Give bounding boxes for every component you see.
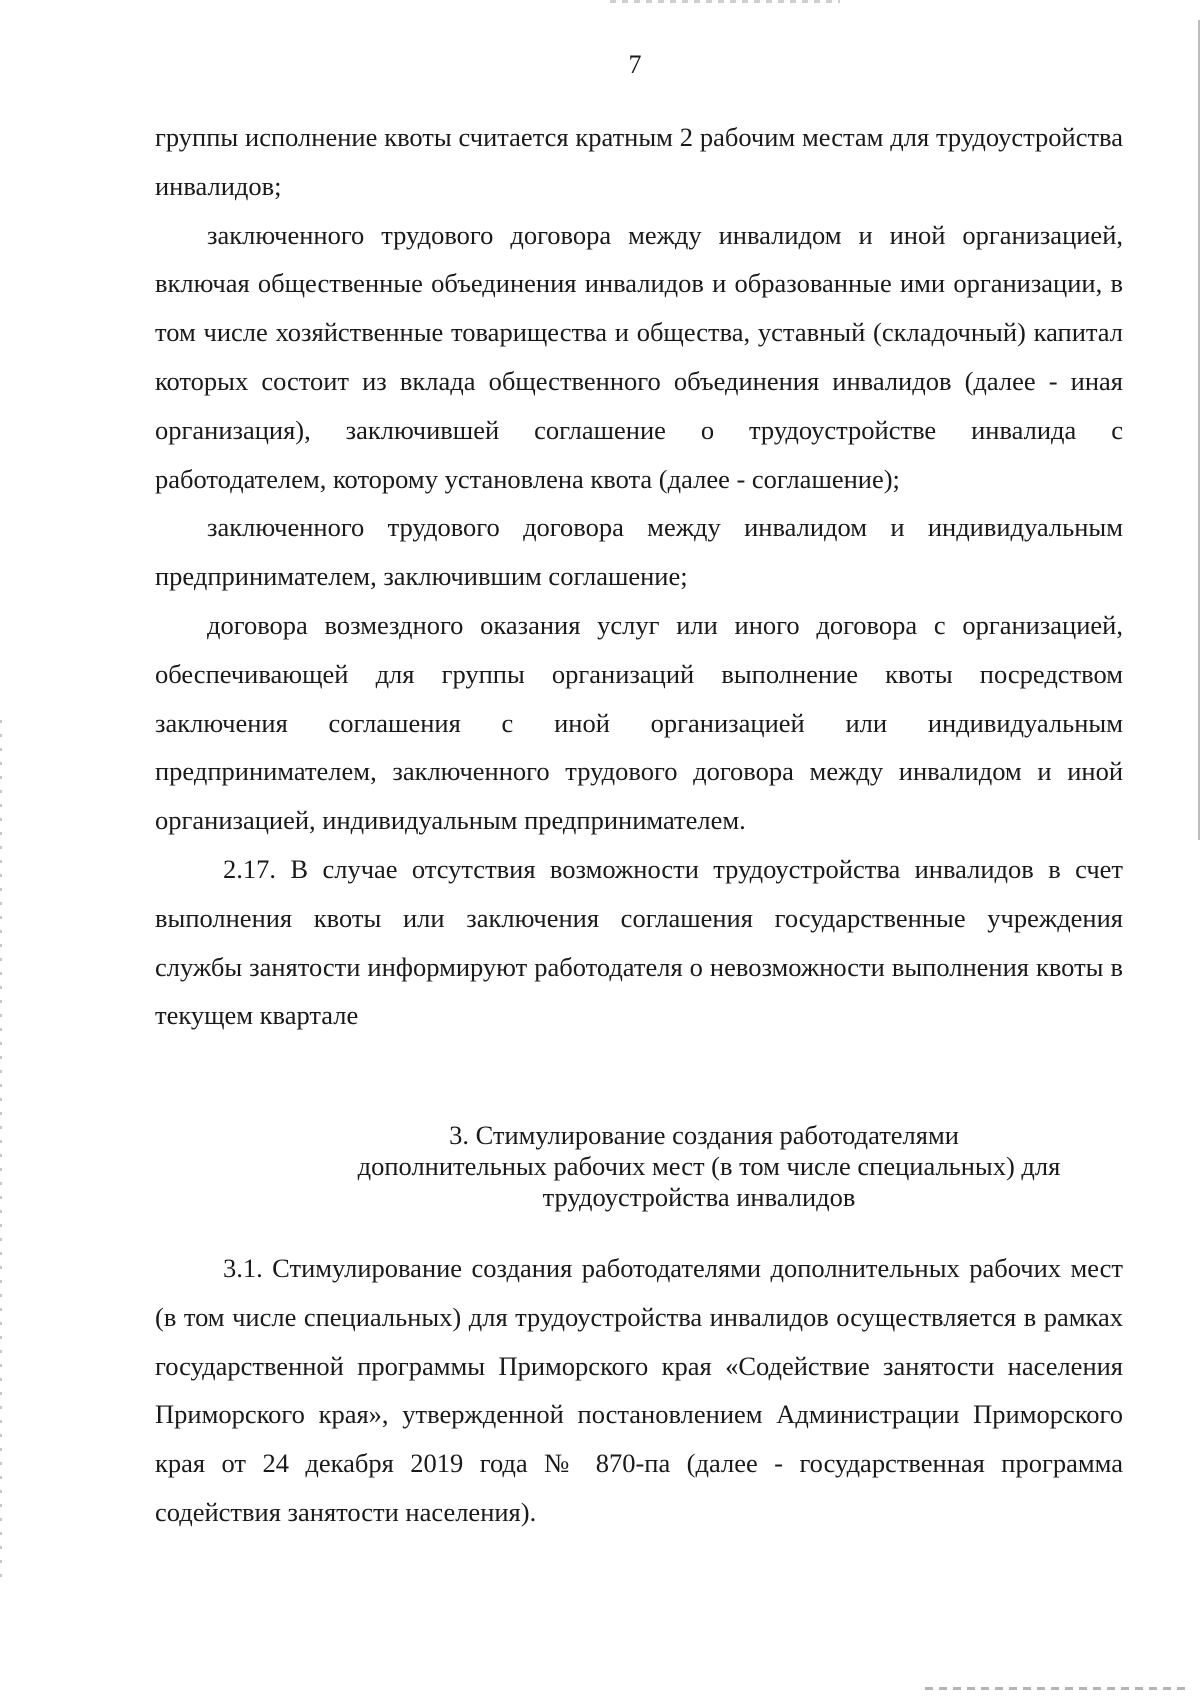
- section-2-text: [155, 113, 1123, 1040]
- heading-line: дополнительных рабочих мест (в том числе специальных) для: [357, 1151, 1061, 1181]
- scan-artifact-top: [610, 0, 840, 3]
- section-3-heading: [155, 1120, 1123, 1213]
- heading-line: 3. Стимулирование создания работодателями: [449, 1120, 959, 1150]
- scan-artifact-bottom: [925, 1687, 1185, 1690]
- scan-artifact-left-edge: [0, 720, 2, 1580]
- paragraph: 2.17. В случае отсутствия возможности трудоустройства инвалидов в счет выполнения квоты или заключения соглашения государственные учреждения службы занятости информируют работодателя о невозможности выполнения квоты в текущем квартале: [155, 853, 1123, 1031]
- paragraph: группы исполнение квоты считается кратным 2 рабочим местам для трудоустройства инвалидов;: [155, 122, 1123, 201]
- page-number: 7: [628, 50, 642, 79]
- paragraph: заключенного трудового договора между инвалидом и индивидуальным предпринимателем, заключившим соглашение;: [155, 512, 1123, 592]
- paragraph: договора возмездного оказания услуг или иного договора с организацией, обеспечивающей для группы организаций выполнение квоты посредством заключения соглашения с иной организацией или индивидуальным предпринимателем, заключенного трудового договора между инвалидом и иной организацией, индивидуальным предпринимателем.: [155, 609, 1123, 836]
- paragraph: заключенного трудового договора между инвалидом и иной организацией, включая общественные объединения инвалидов и образованные ими организации, в том числе хозяйственные товарищества и общества, уставный (складочный) капитал которых состоит из вклада общественного объединения инвалидов (далее - иная организация), заключившей соглашение о трудоустройстве инвалида с работодателем, которому установлена квота (далее - соглашение);: [155, 219, 1123, 494]
- heading-line: трудоустройства инвалидов: [542, 1182, 856, 1212]
- section-3-text: [155, 1244, 1123, 1537]
- paragraph: 3.1. Стимулирование создания работодателями дополнительных рабочих мест (в том числе специальных) для трудоустройства инвалидов осуществляется в рамках государственной программы Приморского края «Содействие занятости населения Приморского края», утвержденной постановлением Администрации Приморского края от 24 декабря 2019 года № 870-па (далее - государственная программа содействия занятости населения).: [155, 1253, 1123, 1527]
